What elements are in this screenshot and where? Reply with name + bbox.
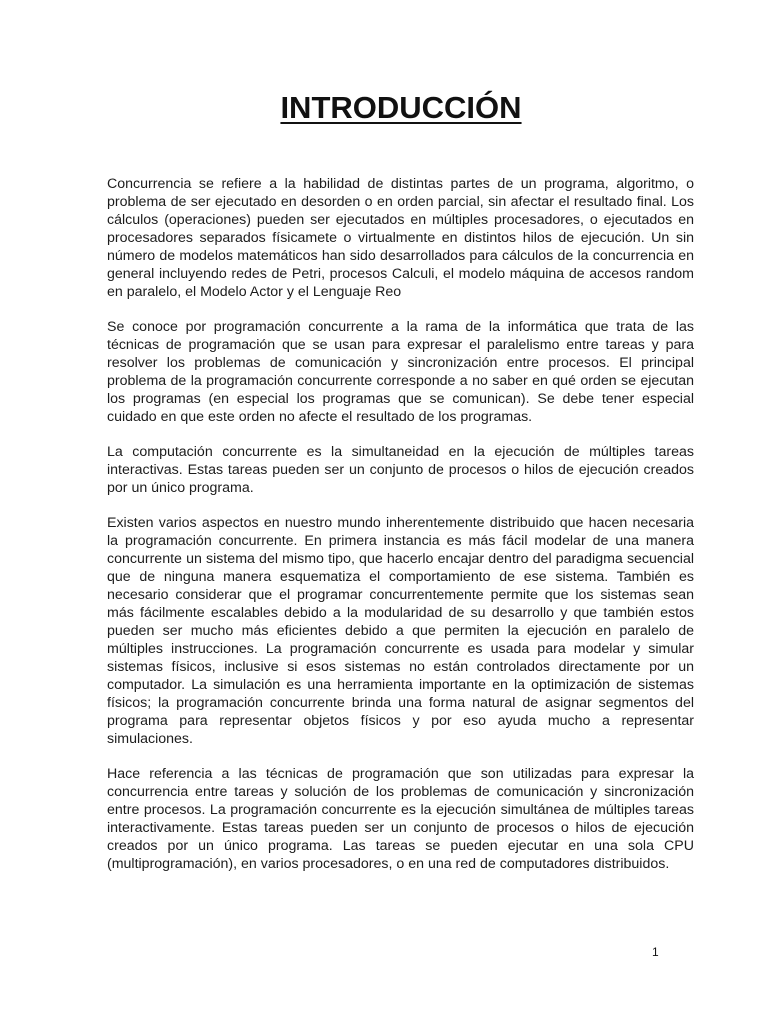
document-body bbox=[107, 175, 694, 890]
document-title: INTRODUCCIÓN bbox=[280, 90, 522, 125]
page-number: 1 bbox=[652, 945, 659, 959]
paragraph-1: Concurrencia se refiere a la habilidad de distintas partes de un programa, algoritmo, o problema de ser ejecutado en desorden o en orden parcial, sin afectar el resultado final. Los cálculos (operaciones) pueden ser ejecutados en múltiples procesadores, o ejecutados en procesadores separados físicamete o virtualmente en distintos hilos de ejecución. Un sin número de modelos matemáticos han sido desarrollados para cálculos de la concurrencia en general incluyendo redes de Petri, procesos Calculi, el modelo máquina de accesos random en paralelo, el Modelo Actor y el Lenguaje Reo bbox=[107, 176, 694, 300]
paragraph-5: Hace referencia a las técnicas de programación que son utilizadas para expresar la concurrencia entre tareas y solución de los problemas de comunicación y sincronización entre procesos. La programación concurrente es la ejecución simultánea de múltiples tareas interactivamente. Estas tareas pueden ser un conjunto de procesos o hilos de ejecución creados por un único programa. Las tareas se pueden ejecutar en una sola CPU (multiprogramación), en varios procesadores, o en una red de computadores distribuidos. bbox=[107, 766, 694, 872]
paragraph-2: Se conoce por programación concurrente a la rama de la informática que trata de las técnicas de programación que se usan para expresar el paralelismo entre tareas y para resolver los problemas de comunicación y sincronización entre procesos. El principal problema de la programación concurrente corresponde a no saber en qué orden se ejecutan los programas (en especial los programas que se comunican). Se debe tener especial cuidado en que este orden no afecte el resultado de los programas. bbox=[107, 319, 694, 425]
paragraph-3: La computación concurrente es la simultaneidad en la ejecución de múltiples tareas interactivas. Estas tareas pueden ser un conjunto de procesos o hilos de ejecución creados por un único programa. bbox=[107, 444, 694, 496]
paragraph-4: Existen varios aspectos en nuestro mundo inherentemente distribuido que hacen necesaria la programación concurrente. En primera instancia es más fácil modelar de una manera concurrente un sistema del mismo tipo, que hacerlo encajar dentro del paradigma secuencial que de ninguna manera esquematiza el comportamiento de ese sistema. También es necesario considerar que el programar concurrentemente permite que los sistemas sean más fácilmente escalables debido a la modularidad de su desarrollo y que también estos pueden ser mucho más eficientes debido a que permiten la ejecución en paralelo de múltiples instrucciones. La programación concurrente es usada para modelar y simular sistemas físicos, inclusive si esos sistemas no están controlados directamente por un computador. La simulación es una herramienta importante en la optimización de sistemas físicos; la programación concurrente brinda una forma natural de asignar segmentos del programa para representar objetos físicos y por eso ayuda mucho a representar simulaciones. bbox=[107, 515, 694, 747]
